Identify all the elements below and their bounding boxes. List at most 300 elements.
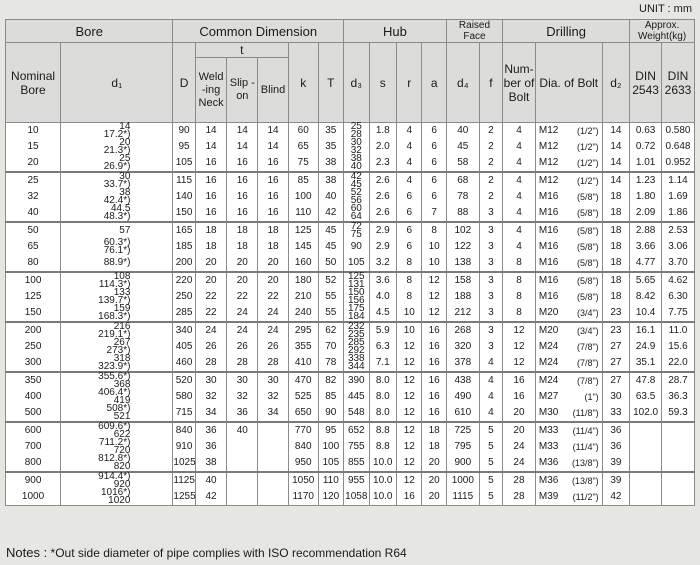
value-s: 6.3 [375,341,390,352]
value-T: 82 [325,375,337,386]
cell-nb [6,322,61,372]
value-D: 340 [175,325,193,336]
value-D: 165 [175,225,193,236]
cell-w2 [661,172,694,222]
cell-r [397,222,422,272]
cell-s [369,422,397,472]
value-w1: 63.5 [635,391,656,402]
header-blind: Blind [258,58,289,123]
value-d4: 900 [454,457,472,468]
value-r: 4 [406,141,413,152]
cell-f [479,322,502,372]
cell-T [318,372,344,422]
value-D: 580 [175,391,193,402]
value-a: 16 [428,407,440,418]
value-d3: 131 [347,279,365,290]
value-bolt: M16 [538,257,559,268]
cell-bolt [535,272,602,322]
value-d3: 235 [347,329,365,340]
value-k: 840 [294,441,312,452]
value-D: 95 [178,141,190,152]
cell-r [397,472,422,506]
value-d1: 168.3*) [98,311,131,322]
value-so: 16 [236,175,248,186]
cell-a [422,222,446,272]
cell-f [479,422,502,472]
cell-k [288,222,318,272]
cell-bl [258,222,289,272]
cell-d1 [61,172,173,222]
value-wn: 32 [205,391,217,402]
value-w1: 2.88 [635,225,656,236]
value-r: 12 [403,441,415,452]
value-k: 950 [294,457,312,468]
value-w2: 6.30 [668,291,688,302]
cell-nbolt [503,422,536,472]
value-bolt-inch: (7/8") [576,358,599,368]
value-d1: 216 [113,321,131,332]
value-r: 12 [403,375,415,386]
value-nbolt: 4 [516,141,522,152]
value-r: 12 [403,475,415,486]
value-so: 14 [236,141,248,152]
value-d3: 90 [350,241,362,252]
value-bolt-inch: (5/8") [576,226,599,236]
value-s: 2.6 [375,175,390,186]
cell-nb [6,222,61,272]
value-so: 16 [236,207,248,218]
value-nbolt: 24 [513,441,525,452]
value-d2: 14 [610,141,622,152]
value-bolt-inch: (11/4") [572,442,599,452]
cell-bl [258,172,289,222]
cell-D [173,372,195,422]
value-wn: 42 [205,491,217,502]
value-a: 6 [431,141,437,152]
value-T: 95 [325,425,337,436]
value-wn: 30 [205,375,217,386]
cell-d4 [446,123,479,173]
value-bl: 24 [267,325,279,336]
value-d1: 812.8*) [98,453,131,464]
value-r: 6 [406,225,413,236]
value-d4: 1115 [452,491,474,502]
value-bolt: M12 [538,175,559,186]
value-D: 220 [175,275,193,286]
value-d2: 18 [610,207,622,218]
value-w2: 0.580 [665,125,691,136]
flange-dimension-table [5,19,695,506]
value-T: 78 [325,357,337,368]
value-wn: 28 [205,357,217,368]
value-w1 [630,423,661,439]
value-k: 125 [294,225,312,236]
value-k: 650 [294,407,312,418]
cell-d3 [344,322,369,372]
value-k: 1050 [292,475,315,486]
value-r: 8 [406,257,413,268]
value-d4: 725 [454,425,472,436]
value-d3: 25 [350,121,362,132]
header-d4: d₄ [446,43,479,123]
table-row-group [6,172,695,222]
value-d2: 36 [610,441,622,452]
value-nbolt: 16 [513,391,525,402]
cell-bolt [535,372,602,422]
header-bore: Bore [6,20,173,43]
value-a: 10 [428,257,440,268]
value-D: 1255 [173,491,196,502]
unit-label: UNIT : mm [639,3,692,15]
cell-d4 [446,422,479,472]
cell-D [173,272,195,322]
value-nb: 80 [27,257,39,268]
value-s: 2.6 [375,207,390,218]
value-w2: 7.75 [668,307,688,318]
header-slip-on: Slip -on [227,58,258,123]
header-T: T [318,43,344,123]
value-s: 2.9 [375,225,390,236]
value-nb: 10 [27,125,39,136]
value-d1: 14 [119,121,131,132]
value-bl [258,489,288,505]
value-s: 5.9 [375,325,390,336]
cell-w2 [661,272,694,322]
value-nbolt: 4 [516,125,522,136]
value-w2: 22.0 [668,357,688,368]
value-wn: 16 [205,191,217,202]
cell-f [479,172,502,222]
cell-f [479,272,502,322]
header-nominal-bore: Nominal Bore [6,43,61,123]
value-d2: 27 [610,375,622,386]
value-d3: 175 [347,303,365,314]
value-bolt: M27 [538,391,559,402]
value-so: 40 [236,425,248,436]
value-d1: 920 [113,479,131,490]
value-T: 40 [325,191,337,202]
value-d2: 18 [610,241,622,252]
value-bolt-inch: (1/2") [576,176,599,186]
value-d1: 609.6*) [98,421,131,432]
value-a: 12 [428,275,440,286]
value-w1: 16.1 [635,325,656,336]
cell-d3 [344,222,369,272]
value-wn: 22 [205,291,217,302]
value-f: 5 [488,491,494,502]
value-bolt-inch: (5/8") [576,208,599,218]
cell-a [422,472,446,506]
value-d3: 652 [347,425,365,436]
value-bolt: M39 [538,491,559,502]
value-nbolt: 12 [513,325,525,336]
value-bolt: M20 [538,325,559,336]
value-w2 [662,473,694,489]
value-k: 65 [297,141,309,152]
cell-r [397,372,422,422]
value-bl: 34 [267,407,279,418]
value-d4: 268 [454,325,472,336]
value-d1: 323.9*) [98,361,131,372]
value-d1: 368 [113,379,131,390]
value-wn: 34 [205,407,217,418]
value-T: 52 [325,275,337,286]
cell-nbolt [503,272,536,322]
value-bolt: M16 [538,241,559,252]
cell-T [318,472,344,506]
value-s: 1.8 [375,125,390,136]
value-d3: 105 [347,257,365,268]
cell-d3 [344,372,369,422]
value-w1: 1.23 [635,175,656,186]
value-nb: 40 [27,207,39,218]
value-w1 [630,489,661,505]
value-f: 2 [488,157,494,168]
value-w2: 28.7 [668,375,688,386]
value-bolt: M24 [538,357,559,368]
value-bl: 32 [267,391,279,402]
cell-nbolt [503,372,536,422]
value-w2: 2.53 [668,225,688,236]
value-nbolt: 8 [516,291,522,302]
value-d2: 27 [610,341,622,352]
value-f: 3 [488,341,494,352]
value-bl [258,423,288,439]
cell-s [369,272,397,322]
value-wn: 38 [205,457,217,468]
header-common-dimension: Common Dimension [173,20,344,43]
cell-D [173,422,195,472]
value-wn: 36 [205,441,217,452]
value-bl: 26 [267,341,279,352]
cell-d2 [602,172,630,222]
value-d3: 156 [347,295,365,306]
value-a: 7 [431,207,437,218]
cell-wn [195,172,227,222]
value-d4: 88 [457,207,469,218]
value-D: 520 [175,375,193,386]
value-bolt-inch: (1/2") [576,142,599,152]
value-bolt-inch: (5/8") [576,242,599,252]
value-f: 3 [488,291,494,302]
value-s: 10.0 [373,491,393,502]
header-drilling: Drilling [503,20,630,43]
value-w2: 11.0 [668,325,688,336]
value-d1: 108 [113,271,131,282]
cell-T [318,322,344,372]
value-wn: 16 [205,207,217,218]
value-bolt: M16 [538,225,559,236]
value-d1: 76.1*) [103,245,131,256]
cell-a [422,272,446,322]
cell-s [369,222,397,272]
header-r: r [397,43,422,123]
value-a: 18 [428,441,440,452]
cell-bolt [535,222,602,272]
value-nbolt: 4 [516,157,522,168]
value-s: 4.0 [375,291,390,302]
value-bl: 28 [267,357,279,368]
value-k: 410 [294,357,312,368]
value-D: 1125 [173,475,195,486]
value-w2: 0.648 [665,141,691,152]
value-nb: 200 [24,325,42,336]
cell-k [288,472,318,506]
value-d3: 232 [347,321,365,332]
cell-d1 [61,372,173,422]
cell-a [422,172,446,222]
cell-s [369,123,397,173]
value-bolt-inch: (5/8") [576,276,599,286]
value-f: 3 [488,307,494,318]
cell-d2 [602,222,630,272]
cell-s [369,172,397,222]
value-d1: 42.4*) [103,195,131,206]
value-wn: 26 [205,341,217,352]
value-wn: 40 [205,475,217,486]
value-r: 6 [406,191,413,202]
value-d2: 23 [610,325,622,336]
value-D: 285 [175,307,193,318]
cell-d4 [446,472,479,506]
cell-r [397,172,422,222]
value-bolt-inch: (11/8") [572,408,599,418]
value-a: 10 [428,241,440,252]
cell-s [369,472,397,506]
value-k: 210 [294,291,312,302]
value-bl: 24 [267,307,279,318]
value-w1: 3.66 [635,241,656,252]
cell-w2 [661,422,694,472]
value-d1: 48.3*) [103,211,131,222]
value-d3: 30 [350,137,362,148]
value-d1: 25 [119,153,131,164]
value-d2: 30 [610,391,622,402]
value-nbolt: 24 [513,457,525,468]
value-w1: 8.42 [635,291,656,302]
table-body [6,123,695,506]
cell-w1 [630,123,662,173]
value-s: 10.0 [373,475,393,486]
value-d3: 338 [347,353,365,364]
value-D: 910 [175,441,193,452]
value-bolt: M24 [538,375,559,386]
table-row-group [6,322,695,372]
value-wn: 22 [205,307,217,318]
cell-d1 [61,422,173,472]
value-a: 12 [428,291,440,302]
value-T: 42 [325,207,337,218]
value-D: 150 [175,207,193,218]
value-d1: 219.1*) [98,329,131,340]
value-s: 3.6 [375,275,390,286]
cell-bolt [535,172,602,222]
value-nb: 15 [27,141,39,152]
value-D: 405 [175,341,193,352]
value-r: 12 [403,407,415,418]
value-d1: 406.4*) [98,387,131,398]
value-d1: 114.3*) [98,279,131,290]
value-nbolt: 12 [513,341,525,352]
header-approx-weight: Approx. Weight(kg) [630,20,695,43]
value-so: 22 [236,291,248,302]
cell-r [397,123,422,173]
cell-d2 [602,372,630,422]
cell-nb [6,123,61,173]
value-so: 18 [236,241,248,252]
value-d2: 18 [610,191,622,202]
cell-w2 [661,472,694,506]
value-w1: 102.0 [633,407,659,418]
value-d4: 45 [457,141,469,152]
cell-a [422,422,446,472]
value-so [227,489,257,505]
value-T: 120 [322,491,340,502]
cell-f [479,222,502,272]
cell-nbolt [503,322,536,372]
value-wn: 14 [205,125,217,136]
value-r: 4 [406,157,413,168]
value-so [227,439,257,455]
value-d3: 390 [347,375,365,386]
value-bolt-inch: (13/8") [571,458,599,468]
value-nbolt: 16 [513,375,525,386]
cell-nb [6,272,61,322]
value-f: 3 [488,241,494,252]
value-so: 16 [236,191,248,202]
value-w1 [630,439,661,455]
value-d4: 490 [454,391,472,402]
value-T: 110 [322,475,339,486]
cell-nb [6,472,61,506]
value-k: 145 [294,241,312,252]
value-nbolt: 4 [516,241,522,252]
value-d1: 44.5 [110,203,131,214]
value-w2: 1.86 [668,207,688,218]
cell-d4 [446,172,479,222]
table-row-group [6,422,695,472]
value-bolt: M20 [538,307,559,318]
value-bl: 16 [267,191,279,202]
value-so: 14 [236,125,248,136]
value-so: 18 [236,225,248,236]
value-nb: 150 [24,307,42,318]
value-d4: 122 [454,241,472,252]
value-bolt: M30 [538,407,559,418]
value-bl: 16 [267,157,279,168]
value-so [227,455,257,471]
value-k: 160 [294,257,312,268]
cell-d4 [446,272,479,322]
cell-D [173,472,195,506]
value-r: 4 [406,175,413,186]
cell-d4 [446,222,479,272]
value-d2: 14 [610,175,622,186]
value-d3: 52 [350,187,362,198]
cell-w1 [630,472,662,506]
table-row-group [6,372,695,422]
value-w1: 10.4 [635,307,656,318]
value-d1: 355.6*) [98,371,131,382]
value-a: 20 [428,475,440,486]
value-nb: 1000 [21,491,45,502]
value-bl: 18 [267,225,279,236]
value-T: 85 [325,391,337,402]
notes-text: *Out side diameter of pipe complies with ISO recommendation R64 [47,546,407,560]
value-d4: 138 [454,257,472,268]
cell-w2 [661,372,694,422]
cell-T [318,123,344,173]
